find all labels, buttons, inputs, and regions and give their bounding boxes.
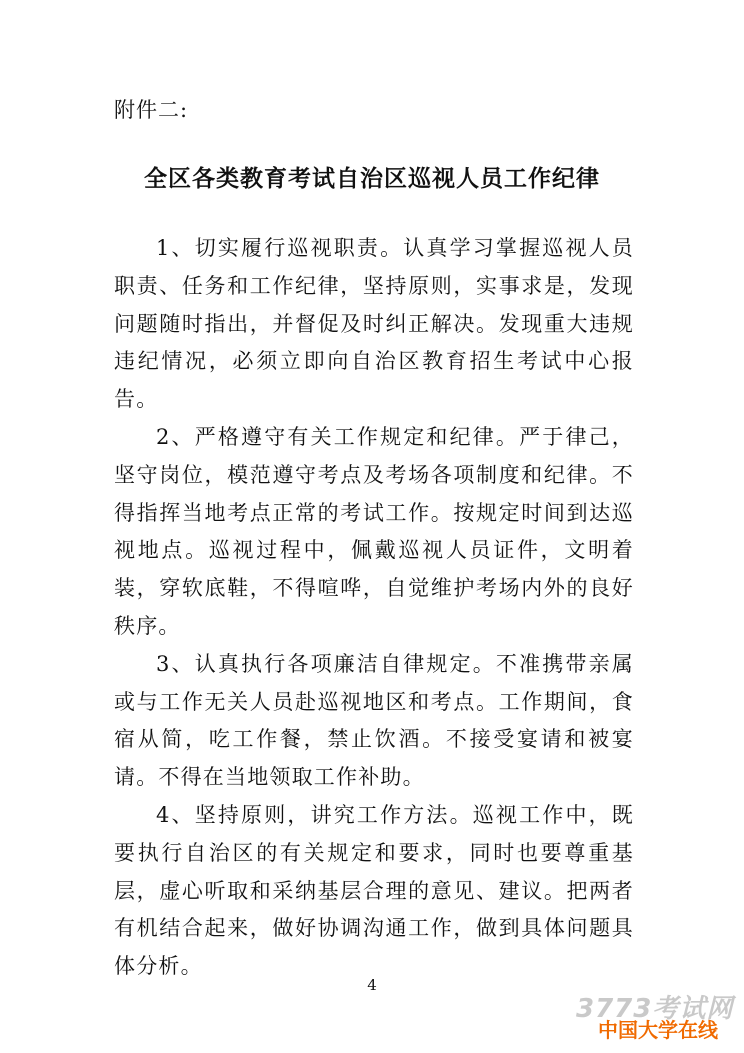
- paragraph-2: 2、严格遵守有关工作规定和纪律。严于律己，坚守岗位，模范遵守考点及考场各项制度和纪律。不得指挥当地考点正常的考试工作。按规定时间到达巡视地点。巡视过程中，佩戴巡视人员证件，文明着装，穿软底鞋，不得喧哗，自觉维护考场内外的良好秩序。: [114, 424, 634, 638]
- document-body: [114, 230, 634, 986]
- watermark-sub-name: 中国大学在线: [598, 1018, 718, 1042]
- paragraph-4: 4、坚持原则，讲究工作方法。巡视工作中，既要执行自治区的有关规定和要求，同时也要尊重基层，虚心听取和采纳基层合理的意见、建议。把两者有机结合起来，做好协调沟通工作，做到具体问题具体分析。: [114, 802, 634, 979]
- attachment-label: 附件二:: [114, 98, 189, 122]
- page-number: 4: [367, 976, 377, 994]
- watermark-site-name: 3773考试网: [576, 994, 734, 1024]
- paragraph-1: 1、切实履行巡视职责。认真学习掌握巡视人员职责、任务和工作纪律，坚持原则，实事求是，发现问题随时指出，并督促及时纠正解决。发现重大违规违纪情况，必须立即向自治区教育招生考试中心报告。: [114, 236, 634, 412]
- paragraph-3: 3、认真执行各项廉洁自律规定。不准携带亲属或与工作无关人员赴巡视地区和考点。工作期间，食宿从简，吃工作餐，禁止饮酒。不接受宴请和被宴请。不得在当地领取工作补助。: [114, 651, 634, 790]
- page-title: 全区各类教育考试自治区巡视人员工作纪律: [144, 166, 600, 192]
